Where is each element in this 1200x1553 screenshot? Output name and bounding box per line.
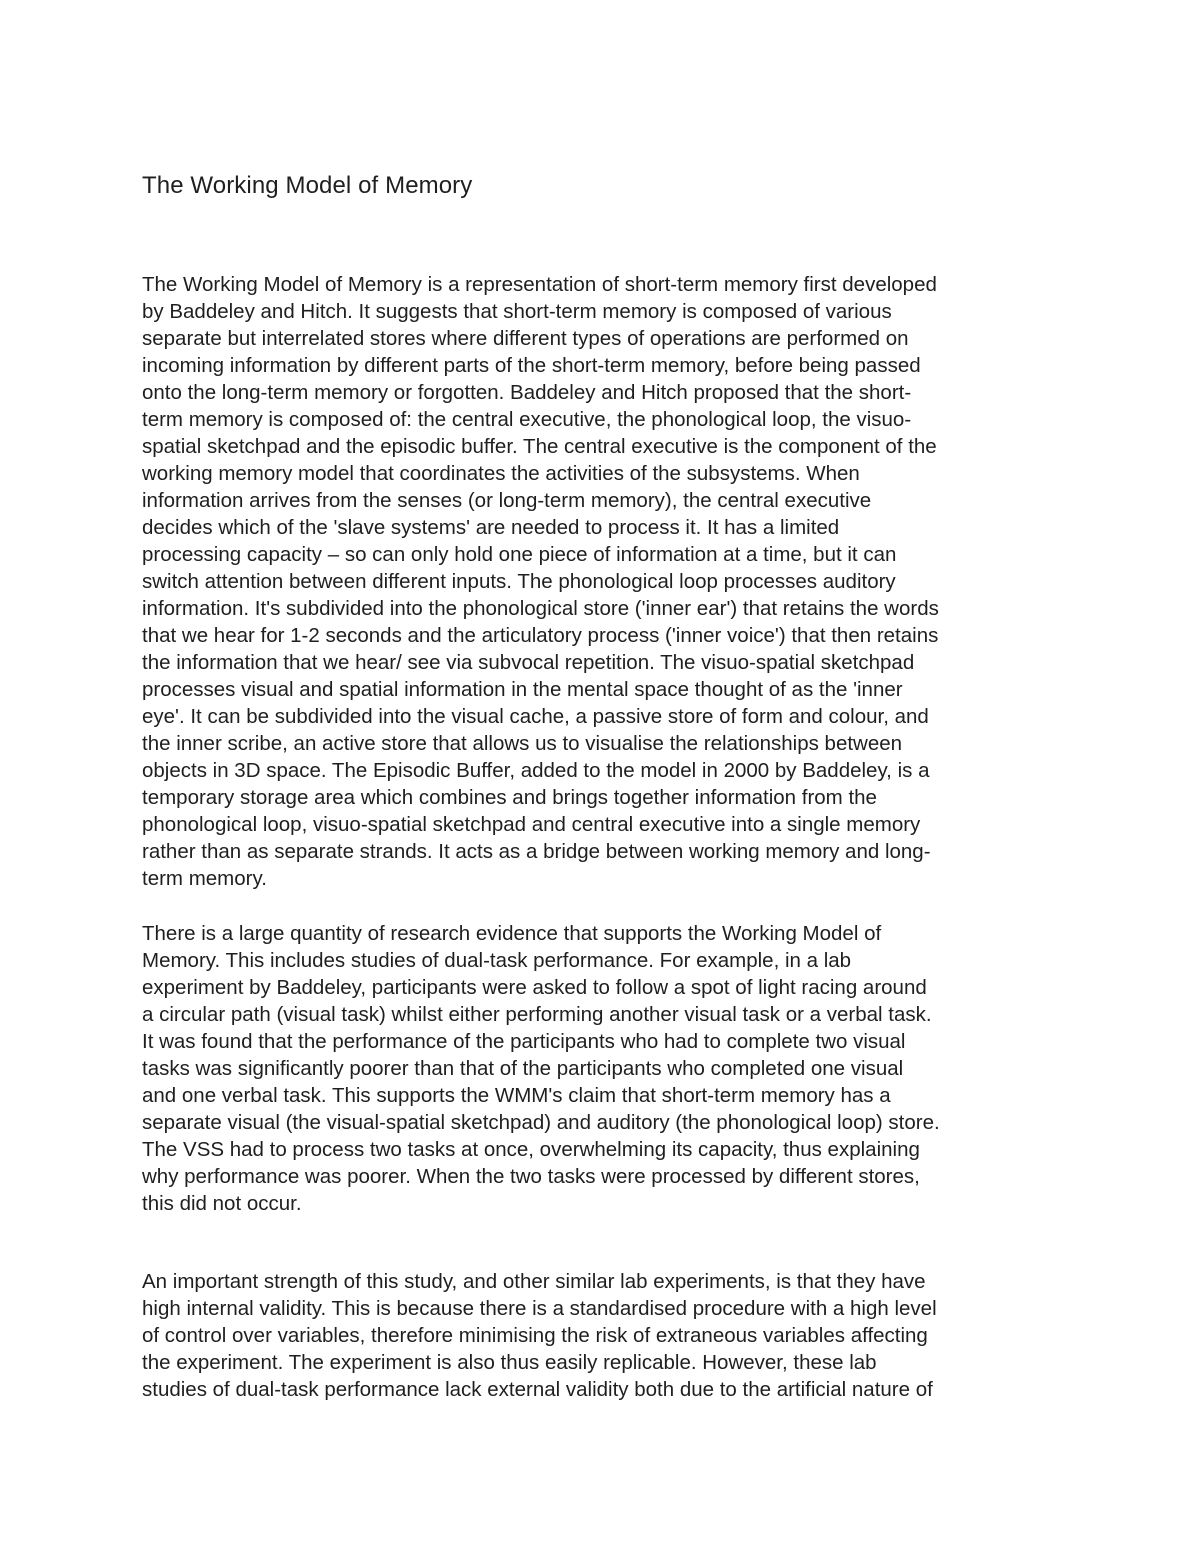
text-line: the inner scribe, an active store that allows us to visualise the relationships between xyxy=(142,732,903,755)
text-line: and one verbal task. This supports the WMM's claim that short-term memory has a xyxy=(142,1084,891,1107)
text-line: of control over variables, therefore minimising the risk of extraneous variables affecting xyxy=(142,1324,928,1347)
text-line: high internal validity. This is because there is a standardised procedure with a high level xyxy=(142,1297,937,1320)
text-line: rather than as separate strands. It acts as a bridge between working memory and long- xyxy=(142,840,931,863)
text-line: processes visual and spatial information in the mental space thought of as the 'inner xyxy=(142,678,903,701)
text-line: temporary storage area which combines and brings together information from the xyxy=(142,786,877,809)
text-line: term memory is composed of: the central executive, the phonological loop, the visuo- xyxy=(142,408,912,431)
paragraph-intro xyxy=(142,271,1082,892)
text-line: It was found that the performance of the participants who had to complete two visual xyxy=(142,1030,906,1053)
text-line: decides which of the 'slave systems' are needed to process it. It has a limited xyxy=(142,516,840,539)
text-line: tasks was significantly poorer than that of the participants who completed one visual xyxy=(142,1057,904,1080)
text-line: Memory. This includes studies of dual-task performance. For example, in a lab xyxy=(142,949,852,972)
text-line: a circular path (visual task) whilst either performing another visual task or a verbal task. xyxy=(142,1003,932,1026)
text-line: studies of dual-task performance lack external validity both due to the artificial nature of xyxy=(142,1378,933,1401)
text-line: experiment by Baddeley, participants were asked to follow a spot of light racing around xyxy=(142,976,927,999)
text-line: The VSS had to process two tasks at once, overwhelming its capacity, thus explaining xyxy=(142,1138,920,1161)
text-line: incoming information by different parts of the short-term memory, before being passed xyxy=(142,354,921,377)
text-line: phonological loop, visuo-spatial sketchpad and central executive into a single memory xyxy=(142,813,921,836)
text-line: why performance was poorer. When the two tasks were processed by different stores, xyxy=(142,1165,920,1188)
text-line: objects in 3D space. The Episodic Buffer, added to the model in 2000 by Baddeley, is a xyxy=(142,759,930,782)
text-line: processing capacity – so can only hold one piece of information at a time, but it can xyxy=(142,543,897,566)
text-line: this did not occur. xyxy=(142,1192,302,1215)
text-line: separate visual (the visual-spatial sketchpad) and auditory (the phonological loop) store. xyxy=(142,1111,940,1134)
text-line: information. It's subdivided into the phonological store ('inner ear') that retains the words xyxy=(142,597,939,620)
text-line: An important strength of this study, and other similar lab experiments, is that they have xyxy=(142,1270,926,1293)
text-line: information arrives from the senses (or long-term memory), the central executive xyxy=(142,489,872,512)
text-line: onto the long-term memory or forgotten. Baddeley and Hitch proposed that the short- xyxy=(142,381,912,404)
text-line: the information that we hear/ see via subvocal repetition. The visuo-spatial sketchpad xyxy=(142,651,915,674)
text-line: eye'. It can be subdivided into the visual cache, a passive store of form and colour, and xyxy=(142,705,929,728)
text-line: switch attention between different inputs. The phonological loop processes auditory xyxy=(142,570,896,593)
text-line: working memory model that coordinates the activities of the subsystems. When xyxy=(142,462,860,485)
text-line: separate but interrelated stores where different types of operations are performed on xyxy=(142,327,909,350)
text-line: The Working Model of Memory is a representation of short-term memory first developed xyxy=(142,273,937,296)
document-title: The Working Model of Memory xyxy=(142,172,473,199)
text-line: by Baddeley and Hitch. It suggests that short-term memory is composed of various xyxy=(142,300,892,323)
text-line: There is a large quantity of research evidence that supports the Working Model of xyxy=(142,922,882,945)
text-line: term memory. xyxy=(142,867,267,890)
text-line: that we hear for 1-2 seconds and the articulatory process ('inner voice') that then retains xyxy=(142,624,939,647)
text-line: the experiment. The experiment is also thus easily replicable. However, these lab xyxy=(142,1351,877,1374)
text-line: spatial sketchpad and the episodic buffer. The central executive is the component of the xyxy=(142,435,937,458)
paragraph-evaluation xyxy=(142,1268,1082,1403)
paragraph-research-evidence xyxy=(142,920,1082,1217)
